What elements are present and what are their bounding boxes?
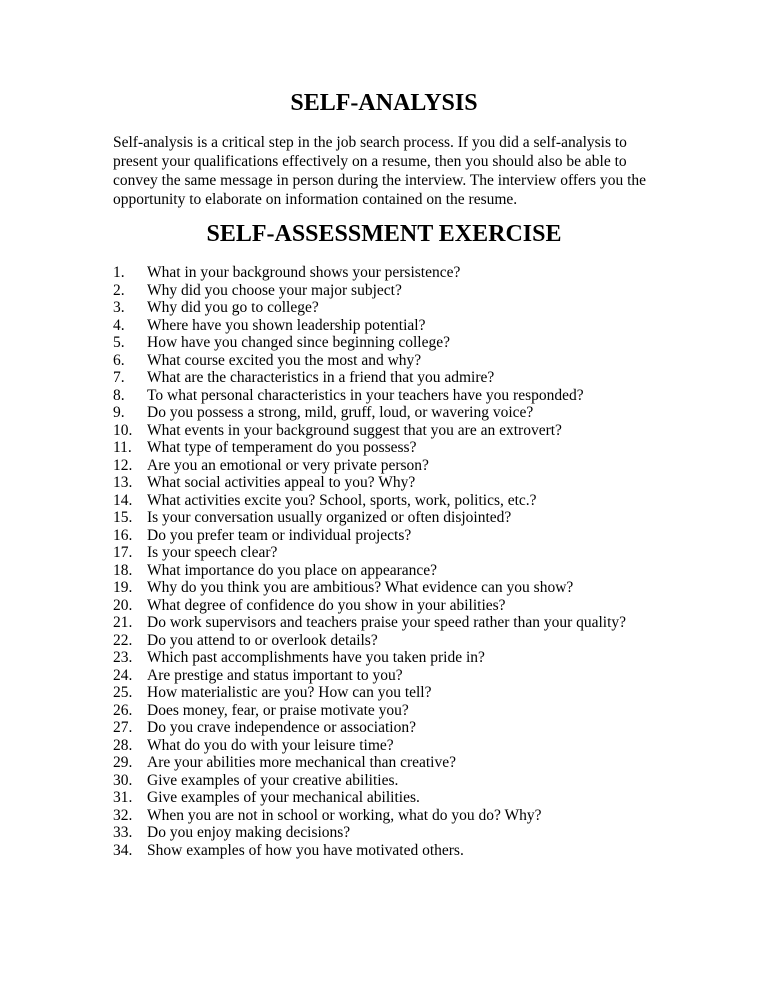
question-text: Give examples of your mechanical abilities. bbox=[147, 789, 420, 806]
question-text: To what personal characteristics in your teachers have you responded? bbox=[147, 386, 584, 404]
question-item bbox=[113, 824, 673, 842]
question-item bbox=[113, 719, 673, 737]
question-number: 2. bbox=[113, 281, 125, 299]
question-text: Is your speech clear? bbox=[147, 544, 278, 561]
question-text: Do you attend to or overlook details? bbox=[147, 631, 378, 649]
question-text: Show examples of how you have motivated others. bbox=[147, 841, 464, 859]
question-item bbox=[113, 404, 673, 422]
question-item bbox=[113, 544, 673, 562]
question-item bbox=[113, 562, 673, 580]
question-number: 25. bbox=[113, 684, 133, 701]
question-text: Do you prefer team or individual projects? bbox=[147, 526, 412, 544]
question-text: Do you possess a strong, mild, gruff, loud, or wavering voice? bbox=[147, 404, 534, 421]
question-item bbox=[113, 597, 673, 615]
question-number: 9. bbox=[113, 404, 125, 421]
question-item bbox=[113, 282, 673, 300]
question-text: Are prestige and status important to you? bbox=[147, 666, 403, 684]
question-number: 24. bbox=[113, 666, 133, 684]
question-text: Which past accomplishments have you taken pride in? bbox=[147, 649, 485, 666]
question-number: 21. bbox=[113, 614, 133, 631]
question-number: 10. bbox=[113, 421, 133, 439]
question-text: What in your background shows your persistence? bbox=[147, 264, 461, 281]
question-number: 11. bbox=[113, 439, 132, 456]
question-number: 34. bbox=[113, 841, 133, 859]
intro-line: Self-analysis is a critical step in the job search process. If you did a self-analysis to bbox=[113, 134, 627, 151]
question-number: 13. bbox=[113, 474, 133, 491]
question-text: Do you crave independence or association? bbox=[147, 719, 416, 736]
question-text: What importance do you place on appearance? bbox=[147, 561, 438, 579]
question-item bbox=[113, 807, 673, 825]
question-item bbox=[113, 457, 673, 475]
question-number: 3. bbox=[113, 299, 125, 316]
question-number: 16. bbox=[113, 526, 133, 544]
question-item bbox=[113, 579, 673, 597]
question-item bbox=[113, 299, 673, 317]
question-text: Are your abilities more mechanical than creative? bbox=[147, 754, 456, 771]
question-item bbox=[113, 352, 673, 370]
question-item bbox=[113, 614, 673, 632]
question-item bbox=[113, 422, 673, 440]
question-item bbox=[113, 754, 673, 772]
question-text: What course excited you the most and why? bbox=[147, 351, 422, 369]
question-number: 4. bbox=[113, 316, 125, 334]
question-number: 22. bbox=[113, 631, 133, 649]
question-number: 17. bbox=[113, 544, 133, 561]
question-number: 14. bbox=[113, 491, 133, 509]
question-item bbox=[113, 439, 673, 457]
question-item bbox=[113, 684, 673, 702]
question-text: Why did you choose your major subject? bbox=[147, 281, 402, 299]
question-number: 19. bbox=[113, 579, 133, 596]
question-text: What do you do with your leisure time? bbox=[147, 736, 394, 754]
question-item bbox=[113, 264, 673, 282]
question-number: 23. bbox=[113, 649, 133, 666]
question-item bbox=[113, 789, 673, 807]
exercise-title: SELF-ASSESSMENT EXERCISE bbox=[206, 221, 562, 247]
question-number: 15. bbox=[113, 509, 133, 526]
question-item bbox=[113, 334, 673, 352]
question-text: What degree of confidence do you show in your abilities? bbox=[147, 596, 506, 614]
question-text: Does money, fear, or praise motivate you? bbox=[147, 701, 409, 719]
question-number: 29. bbox=[113, 754, 133, 771]
question-text: Are you an emotional or very private person? bbox=[147, 456, 429, 474]
question-number: 20. bbox=[113, 596, 133, 614]
question-item bbox=[113, 492, 673, 510]
question-item bbox=[113, 772, 673, 790]
question-item bbox=[113, 737, 673, 755]
question-item bbox=[113, 667, 673, 685]
question-text: When you are not in school or working, what do you do? Why? bbox=[147, 806, 542, 824]
question-number: 31. bbox=[113, 789, 133, 806]
question-item bbox=[113, 317, 673, 335]
question-text: How have you changed since beginning college? bbox=[147, 334, 451, 351]
intro-line: opportunity to elaborate on information contained on the resume. bbox=[113, 191, 518, 208]
question-item bbox=[113, 702, 673, 720]
question-text: Is your conversation usually organized or often disjointed? bbox=[147, 509, 512, 526]
question-text: How materialistic are you? How can you tell? bbox=[147, 684, 432, 701]
question-text: Why do you think you are ambitious? What evidence can you show? bbox=[147, 579, 574, 596]
question-text: What events in your background suggest that you are an extrovert? bbox=[147, 421, 562, 439]
question-number: 18. bbox=[113, 561, 133, 579]
question-text: What are the characteristics in a friend that you admire? bbox=[147, 369, 495, 386]
question-number: 30. bbox=[113, 771, 133, 789]
question-text: Where have you shown leadership potential? bbox=[147, 316, 426, 334]
intro-paragraph bbox=[113, 133, 673, 209]
question-number: 8. bbox=[113, 386, 125, 404]
question-number: 26. bbox=[113, 701, 133, 719]
question-number: 33. bbox=[113, 824, 133, 841]
question-item bbox=[113, 842, 673, 860]
question-number: 6. bbox=[113, 351, 125, 369]
question-text: Give examples of your creative abilities. bbox=[147, 771, 399, 789]
question-number: 5. bbox=[113, 334, 125, 351]
question-text: What activities excite you? School, sports, work, politics, etc.? bbox=[147, 491, 537, 509]
question-number: 7. bbox=[113, 369, 125, 386]
question-text: What social activities appeal to you? Why? bbox=[147, 474, 416, 491]
question-number: 32. bbox=[113, 806, 133, 824]
intro-line: present your qualifications effectively on a resume, then you should also be able to bbox=[113, 153, 627, 170]
question-number: 27. bbox=[113, 719, 133, 736]
question-item bbox=[113, 527, 673, 545]
question-item bbox=[113, 387, 673, 405]
intro-line: convey the same message in person during the interview. The interview offers you the bbox=[113, 172, 647, 189]
question-item bbox=[113, 632, 673, 650]
question-list bbox=[113, 264, 673, 859]
question-number: 1. bbox=[113, 264, 125, 281]
question-item bbox=[113, 369, 673, 387]
question-text: Do you enjoy making decisions? bbox=[147, 824, 351, 841]
question-text: Why did you go to college? bbox=[147, 299, 319, 316]
question-number: 28. bbox=[113, 736, 133, 754]
question-text: What type of temperament do you possess? bbox=[147, 439, 417, 456]
question-item bbox=[113, 474, 673, 492]
question-text: Do work supervisors and teachers praise your speed rather than your quality? bbox=[147, 614, 627, 631]
question-number: 12. bbox=[113, 456, 133, 474]
question-item bbox=[113, 649, 673, 667]
page-title: SELF-ANALYSIS bbox=[290, 90, 478, 116]
question-item bbox=[113, 509, 673, 527]
